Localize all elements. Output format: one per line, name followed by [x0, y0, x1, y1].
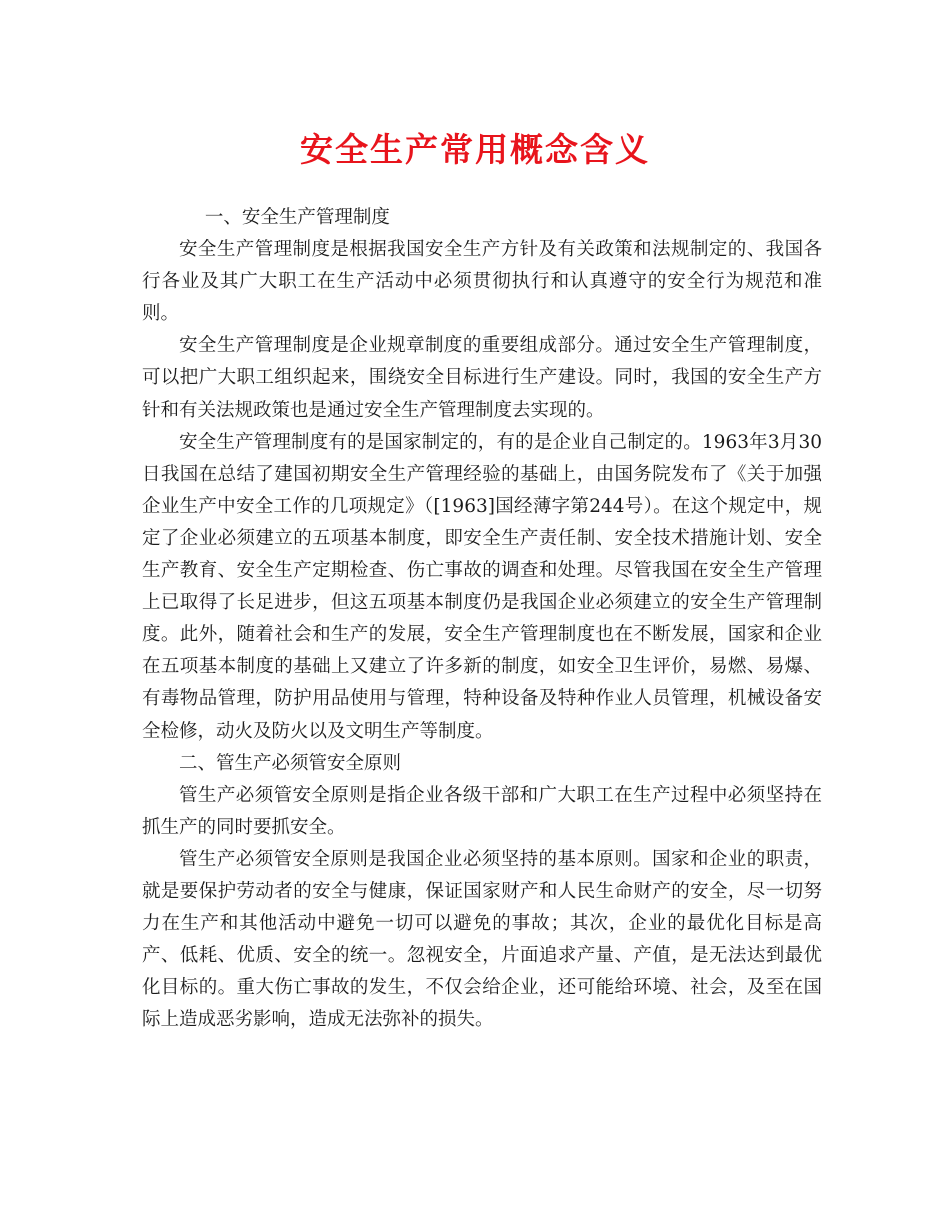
paragraph-2-1: 管生产必须管安全原则是指企业各级干部和广大职工在生产过程中必须坚持在抓生产的同时要抓安全。 [142, 784, 822, 838]
paragraph-1-2: 安全生产管理制度是企业规章制度的重要组成部分。通过安全生产管理制度，可以把广大职工组织起来，围绕安全目标进行生产建设。同时，我国的安全生产方针和有关法规政策也是通过安全生产管理制度去实现的。 [142, 335, 822, 421]
paragraph-1-3: 安全生产管理制度有的是国家制定的，有的是企业自己制定的。1963年3月30日我国在总结了建国初期安全生产管理经验的基础上，由国务院发布了《关于加强企业生产中安全工作的几项规定》（[1963]国经薄字第244号）。在这个规定中，规定了企业必须建立的五项基本制度，即安全生产责任制、安全技术措施计划、安全生产教育、安全生产定期检查、伤亡事故的调查和处理。尽管我国在安全生产管理上已取得了长足进步，但这五项基本制度仍是我国企业必须建立的安全生产管理制度。此外，随着社会和生产的发展，安全生产管理制度也在不断发展，国家和企业在五项基本制度的基础上又建立了许多新的制度，如安全卫生评价，易燃、易爆、有毒物品管理，防护用品使用与管理，特种设备及特种作业人员管理，机械设备安全检修，动火及防火以及文明生产等制度。 [142, 431, 822, 742]
paragraph-1-1: 安全生产管理制度是根据我国安全生产方针及有关政策和法规制定的、我国各行各业及其广大职工在生产活动中必须贯彻执行和认真遵守的安全行为规范和准则。 [142, 239, 822, 325]
paragraph-2-2: 管生产必须管安全原则是我国企业必须坚持的基本原则。国家和企业的职责，就是要保护劳动者的安全与健康，保证国家财产和人民生命财产的安全，尽一切努力在生产和其他活动中避免一切可以避免的事故；其次，企业的最优化目标是高产、低耗、优质、安全的统一。忽视安全，片面追求产量、产值，是无法达到最优化目标的。重大伤亡事故的发生，不仅会给企业，还可能给环境、社会，及至在国际上造成恶劣影响，造成无法弥补的损失。 [142, 848, 822, 1031]
document-title: 安全生产常用概念含义 [300, 130, 650, 169]
section-heading-2: 二、管生产必须管安全原则 [179, 752, 402, 774]
document-body [142, 202, 822, 1036]
section-heading-1: 一、安全生产管理制度 [204, 207, 390, 228]
